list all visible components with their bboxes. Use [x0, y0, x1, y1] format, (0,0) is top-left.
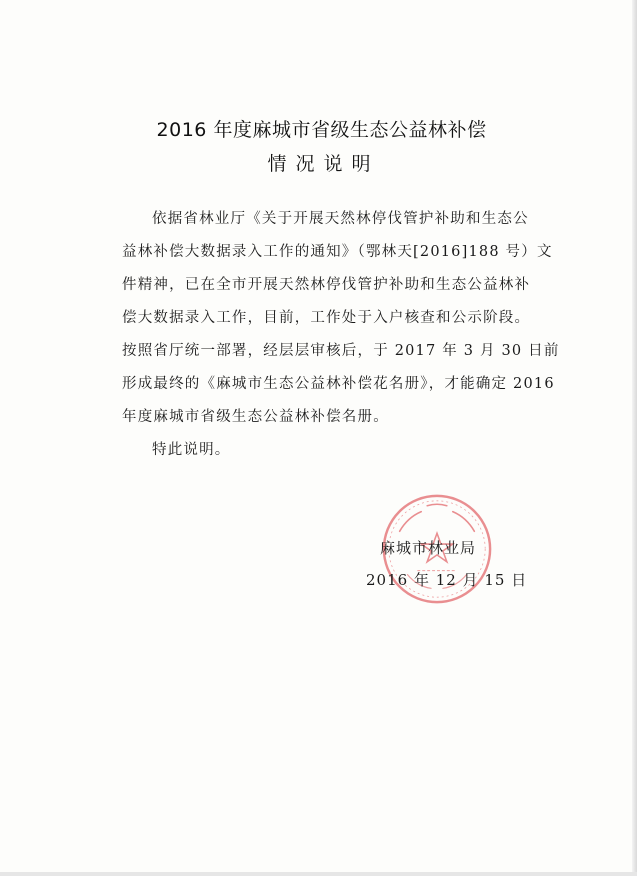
document-title: 2016 年度麻城市省级生态公益林补偿 [156, 119, 487, 141]
body-line: 件精神，已在全市开展天然林停伐管护补助和生态公益林补 [122, 277, 531, 293]
body-line: 依据省林业厅《关于开展天然林停伐管护补助和生态公 [152, 211, 529, 227]
body-line: 益林补偿大数据录入工作的通知》（鄂林天[2016]188 号）文 [122, 244, 553, 260]
body-line: 按照省厅统一部署，经层层审核后，于 2017 年 3 月 30 日前 [122, 343, 560, 359]
body-line: 偿大数据录入工作，目前，工作处于入户核查和公示阶段。 [122, 310, 531, 326]
body-line: 形成最终的《麻城市生态公益林补偿花名册》，才能确定 2016 [122, 376, 555, 392]
body-line: 年度麻城市省级生态公益林补偿名册。 [122, 409, 389, 425]
scan-edge-bottom [0, 872, 637, 876]
signature-organization: 麻城市林业局 [380, 539, 477, 557]
document-subtitle: 情况说明 [267, 153, 380, 175]
closing-remark: 特此说明。 [152, 442, 231, 458]
document-body [122, 203, 560, 434]
signature-date: 2016 年 12 月 15 日 [366, 571, 528, 589]
